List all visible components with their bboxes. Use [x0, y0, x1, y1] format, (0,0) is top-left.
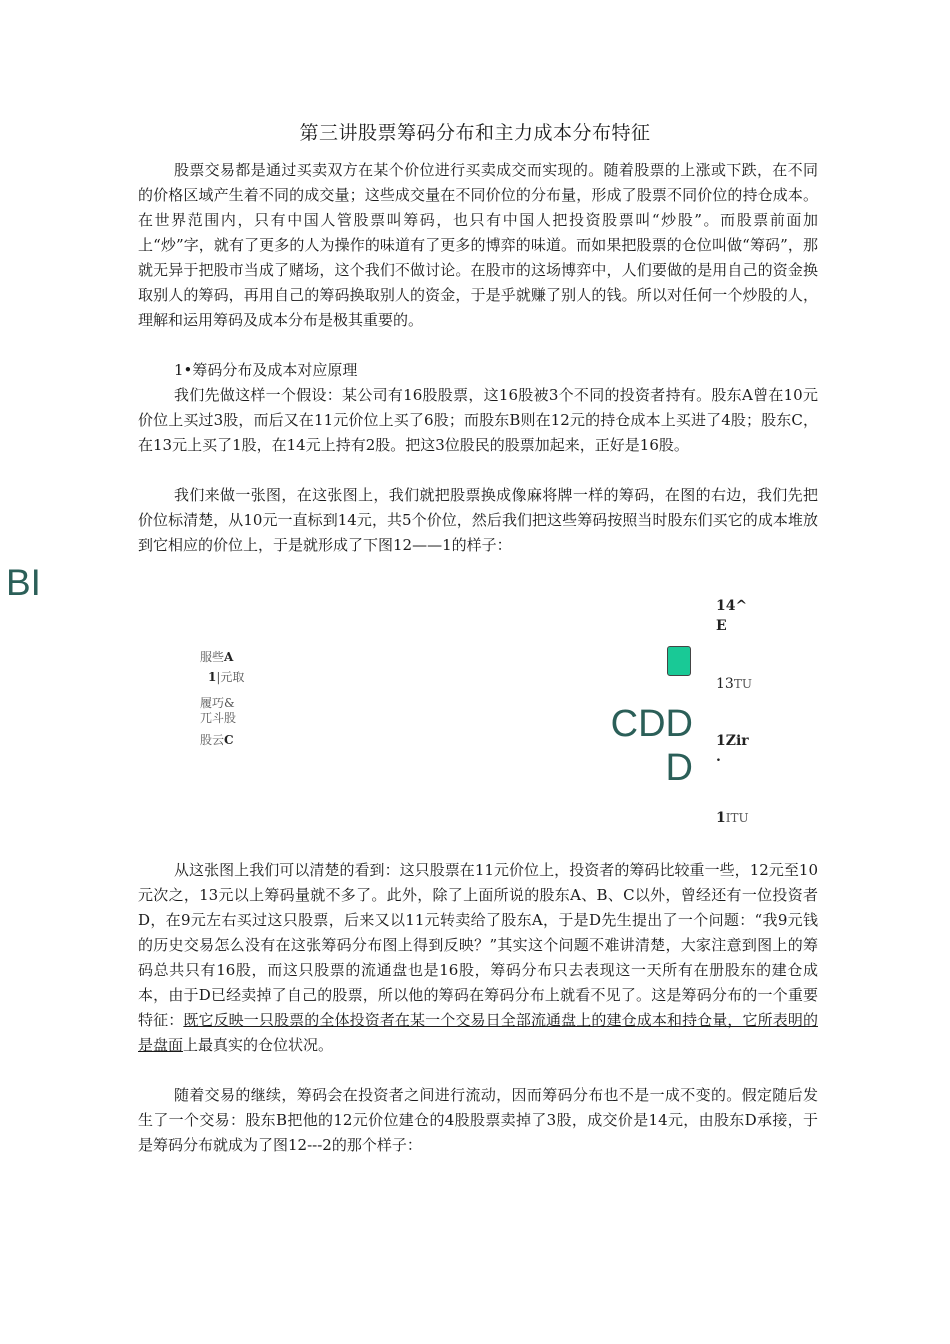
label-text: 服些: [200, 650, 225, 664]
price-value: 13: [716, 676, 734, 692]
analysis-text-end: 上最真实的仓位状况。: [183, 1036, 334, 1054]
paragraph-analysis: [138, 858, 818, 1058]
underlined-key-point: 既它反映一只股票的全体投资者在某一个交易日全部流通盘上的建仓成本和持仓量，它所表明的是盘面: [138, 1011, 818, 1054]
paragraph-assumption: 我们先做这样一个假设：某公司有16股股票，这16股被3个不同的投资者持有。股东A曾在10元价位上买过3股，而后又在11元价位上买了6股；而股东B则在12元的持仓成本上买进了4股；股东C，在13元上买了1股，在14元上持有2股。把这3位股民的股票加起来，正好是16股。: [138, 386, 818, 454]
price-label-14: [716, 596, 747, 636]
price-suffix: ITU: [725, 811, 749, 825]
price-value: 1: [716, 810, 726, 826]
chip-block: [667, 646, 691, 676]
figure-label-row3: 履巧&: [200, 696, 235, 710]
figure-label-row2: [208, 669, 244, 685]
paragraph-trading: 随着交易的继续，筹码会在投资者之间进行流动，因而筹码分布也不是一成不变的。假定随后发生了一个交易：股东B把他的12元价位建仓的4股股票卖掉了3股，成交价是14元，由股东D承接，于是筹码分布就成为了图12---2的那个样子：: [138, 1086, 818, 1154]
figure-label-shareholder-c: [200, 732, 234, 752]
cdd-line-1: CDD: [610, 703, 693, 745]
label-letter: C: [224, 733, 234, 747]
section-heading: 1•筹码分布及成本对应原理: [174, 361, 358, 379]
figure-label-row4: 兀斗股: [200, 711, 237, 725]
paragraph-intro: 股票交易都是通过买卖双方在某个价位进行买卖成交而实现的。随着股票的上涨或下跌，在不同的价格区域产生着不同的成交量；这些成交量在不同价位的分布量，形成了股票不同价位的持仓成本。在世界范围内，只有中国人管股票叫筹码，也只有中国人把投资股票叫“炒股”。而股票前面加上“炒”字，就有了更多的人为操作的味道有了更多的博弈的味道。而如果把股票的仓位叫做“筹码”，那就无异于把股市当成了赌场，这个我们不做讨论。在股市的这场博弈中，人们要做的是用自己的资金换取别人的筹码，再用自己的筹码换取别人的资金，于是乎就赚了别人的钱。所以对任何一个炒股的人，理解和运用筹码及成本分布是极其重要的。: [138, 161, 818, 329]
price-label-11: [716, 808, 749, 828]
price-label-12: [716, 731, 749, 763]
price-suffix: E: [716, 618, 727, 634]
side-mark-text: BI: [6, 562, 41, 603]
price-suffix: .: [716, 749, 721, 765]
price-value: 1Zir: [716, 733, 749, 749]
cdd-line-2: D: [665, 747, 693, 789]
label-number: 1: [208, 670, 217, 684]
cdd-mark: [603, 702, 693, 790]
price-value: 14^: [716, 598, 748, 614]
label-text: 股云: [200, 733, 225, 747]
price-label-13: [716, 674, 752, 694]
analysis-text: 从这张图上我们可以清楚的看到：这只股票在11元价位上，投资者的筹码比较重一些，12元至10元次之，13元以上筹码量就不多了。此外，除了上面所说的股东A、B、C以外，曾经还有一位投资者D，在9元左右买过这只股票，后来又以11元转卖给了股东A，于是D先生提出了一个问题：“我9元钱的历史交易怎么没有在这张筹码分布图上得到反映？”其实这个问题不难讲清楚，大家注意到图上的筹码总共只有16股，而这只股票的流通盘也是16股，筹码分布只去表现这一天所有在册股东的建仓成本，由于D已经卖掉了自己的股票，所以他的筹码在筹码分布上就看不见了。这是筹码分布的一个重要特征：: [138, 861, 818, 1029]
figure-label-shareholder-a: [200, 649, 233, 665]
label-letter: A: [224, 650, 234, 664]
price-suffix: TU: [733, 677, 752, 691]
page-title: 第三讲股票筹码分布和主力成本分布特征: [299, 122, 651, 144]
paragraph-figure-intro: 我们来做一张图，在这张图上，我们就把股票换成像麻将牌一样的筹码，在图的右边，我们先把价位标清楚，从10元一直标到14元，共5个价位，然后我们把这些筹码按照当时股东们买它的成本堆放到它相应的价位上，于是就形成了下图12——1的样子：: [138, 486, 818, 554]
label-text: |元取: [216, 670, 245, 684]
